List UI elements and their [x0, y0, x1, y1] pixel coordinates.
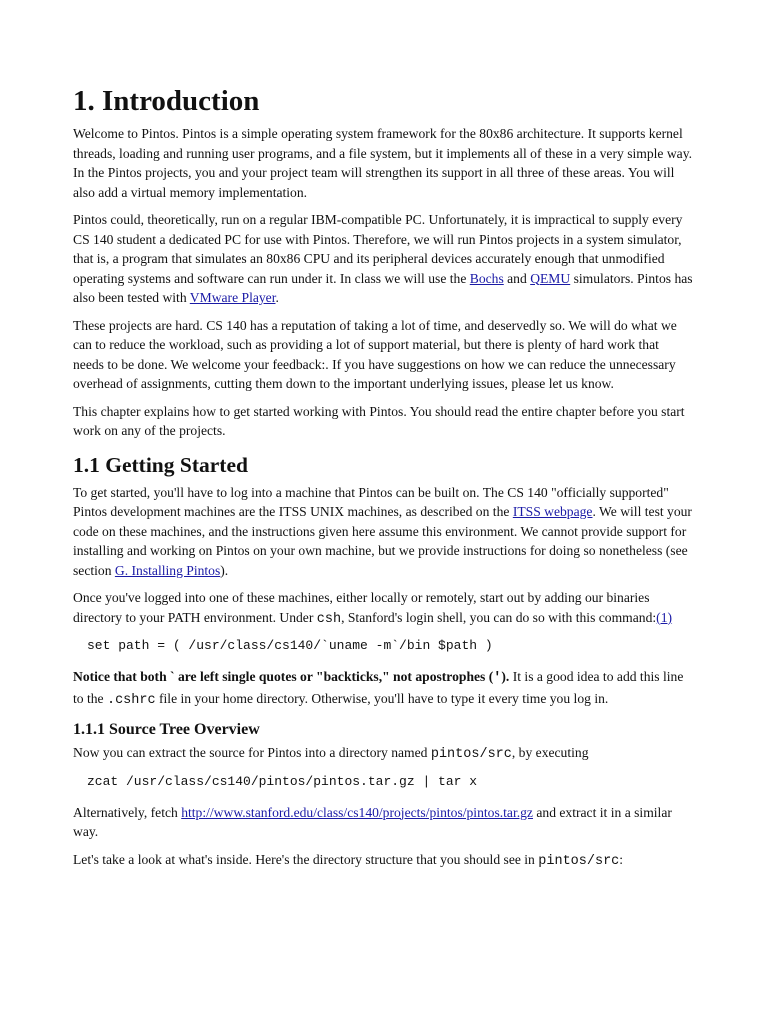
- itss-webpage-link[interactable]: ITSS webpage: [512, 504, 593, 519]
- footnote-1-link[interactable]: (1): [656, 609, 673, 625]
- intro-paragraph-3: These projects are hard. CS 140 has a reputation of taking a lot of time, and deservedly so. We will do what we can to reduce the workload, such as providing a lot of support material, but there is plenty of hard work that needs to be done. We welcome your feedback:. If you have suggestions on how we can reduce the unnecessary overhead of assignments, cutting them down to the important underlying issues, please let us know.: [73, 317, 677, 391]
- source-tree-paragraph-2: Alternatively, fetch http://www.stanford.edu/class/cs140/projects/pintos/pintos.tar.gz and extract it in a similar way.: [73, 804, 672, 839]
- section-heading-getting-started: 1.1 Getting Started: [73, 452, 248, 477]
- page-title: 1. Introduction: [73, 85, 260, 117]
- vmware-player-link[interactable]: VMware Player: [189, 290, 276, 305]
- code-block-set-path: set path = ( /usr/class/cs140/`uname -m`/bin $path ): [87, 638, 493, 653]
- intro-paragraph-1: Welcome to Pintos. Pintos is a simple operating system framework for the 80x86 architecture. It supports kernel threads, loading and running user programs, and a file system, but it implements all of these in a very simple way. In the Pintos projects, you and your project team will strengthen its support in all three of these areas. You will also add a virtual memory implementation.: [73, 126, 692, 200]
- inline-code-cshrc: .cshrc: [106, 692, 156, 708]
- code-block-zcat: zcat /usr/class/cs140/pintos/pintos.tar.gz | tar x: [87, 773, 478, 789]
- inline-code-pintos-src-2: pintos/src: [538, 853, 620, 869]
- getting-started-paragraph-2: Once you've logged into one of these machines, either locally or remotely, start out by adding our binaries directory to your PATH environment. Under csh, Stanford's login shell, you can do so with this command:(1): [73, 590, 673, 627]
- installing-pintos-link[interactable]: G. Installing Pintos: [114, 562, 221, 578]
- document-page: [73, 84, 693, 879]
- source-tree-paragraph-1: Now you can extract the source for Pintos into a directory named pintos/src, by executing: [73, 745, 589, 762]
- inline-code-pintos-src: pintos/src: [430, 747, 512, 762]
- inline-code-csh: csh: [316, 611, 342, 627]
- getting-started-paragraph-1: To get started, you'll have to log into a machine that Pintos can be built on. The CS 140 "officially supported" Pintos development machines are the ITSS UNIX machines, as described on the ITSS webpage. We will test your code on these machines, and the instructions given here assume this environment. We cannot provide support for installing and working on Pintos on your own machine, but we provide instructions for doing so nonetheless (see section G. Installing Pintos).: [73, 484, 692, 578]
- inline-code-apostrophe: ': [493, 671, 502, 686]
- source-tree-paragraph-3: Let's take a look at what's inside. Here's the directory structure that you should see in pintos/src:: [73, 851, 624, 869]
- pintos-tarball-link[interactable]: http://www.stanford.edu/class/cs140/projects/pintos/pintos.tar.gz: [181, 804, 533, 820]
- bochs-link[interactable]: Bochs: [469, 270, 504, 286]
- getting-started-paragraph-3: Notice that both ` are left single quotes or "backticks," not apostrophes ('). It is a good idea to add this line to the .cshrc file in your home directory. Otherwise, you'll have to type it every time you log in.: [73, 669, 684, 708]
- qemu-link[interactable]: QEMU: [530, 270, 571, 286]
- section-heading-source-tree: 1.1.1 Source Tree Overview: [73, 721, 260, 738]
- intro-paragraph-2: Pintos could, theoretically, run on a regular IBM-compatible PC. Unfortunately, it is impractical to supply every CS 140 student a dedicated PC for use with Pintos. Therefore, we will run Pintos projects in a system simulator, that is, a program that simulates an 80x86 CPU and its peripheral devices accurately enough that unmodified operating systems and software can run under it. In class we will use the Bochs and QEMU simulators. Pintos has also been tested with VMware Player.: [73, 212, 693, 305]
- intro-paragraph-4: This chapter explains how to get started working with Pintos. You should read the entire chapter before you start work on any of the projects.: [73, 403, 685, 438]
